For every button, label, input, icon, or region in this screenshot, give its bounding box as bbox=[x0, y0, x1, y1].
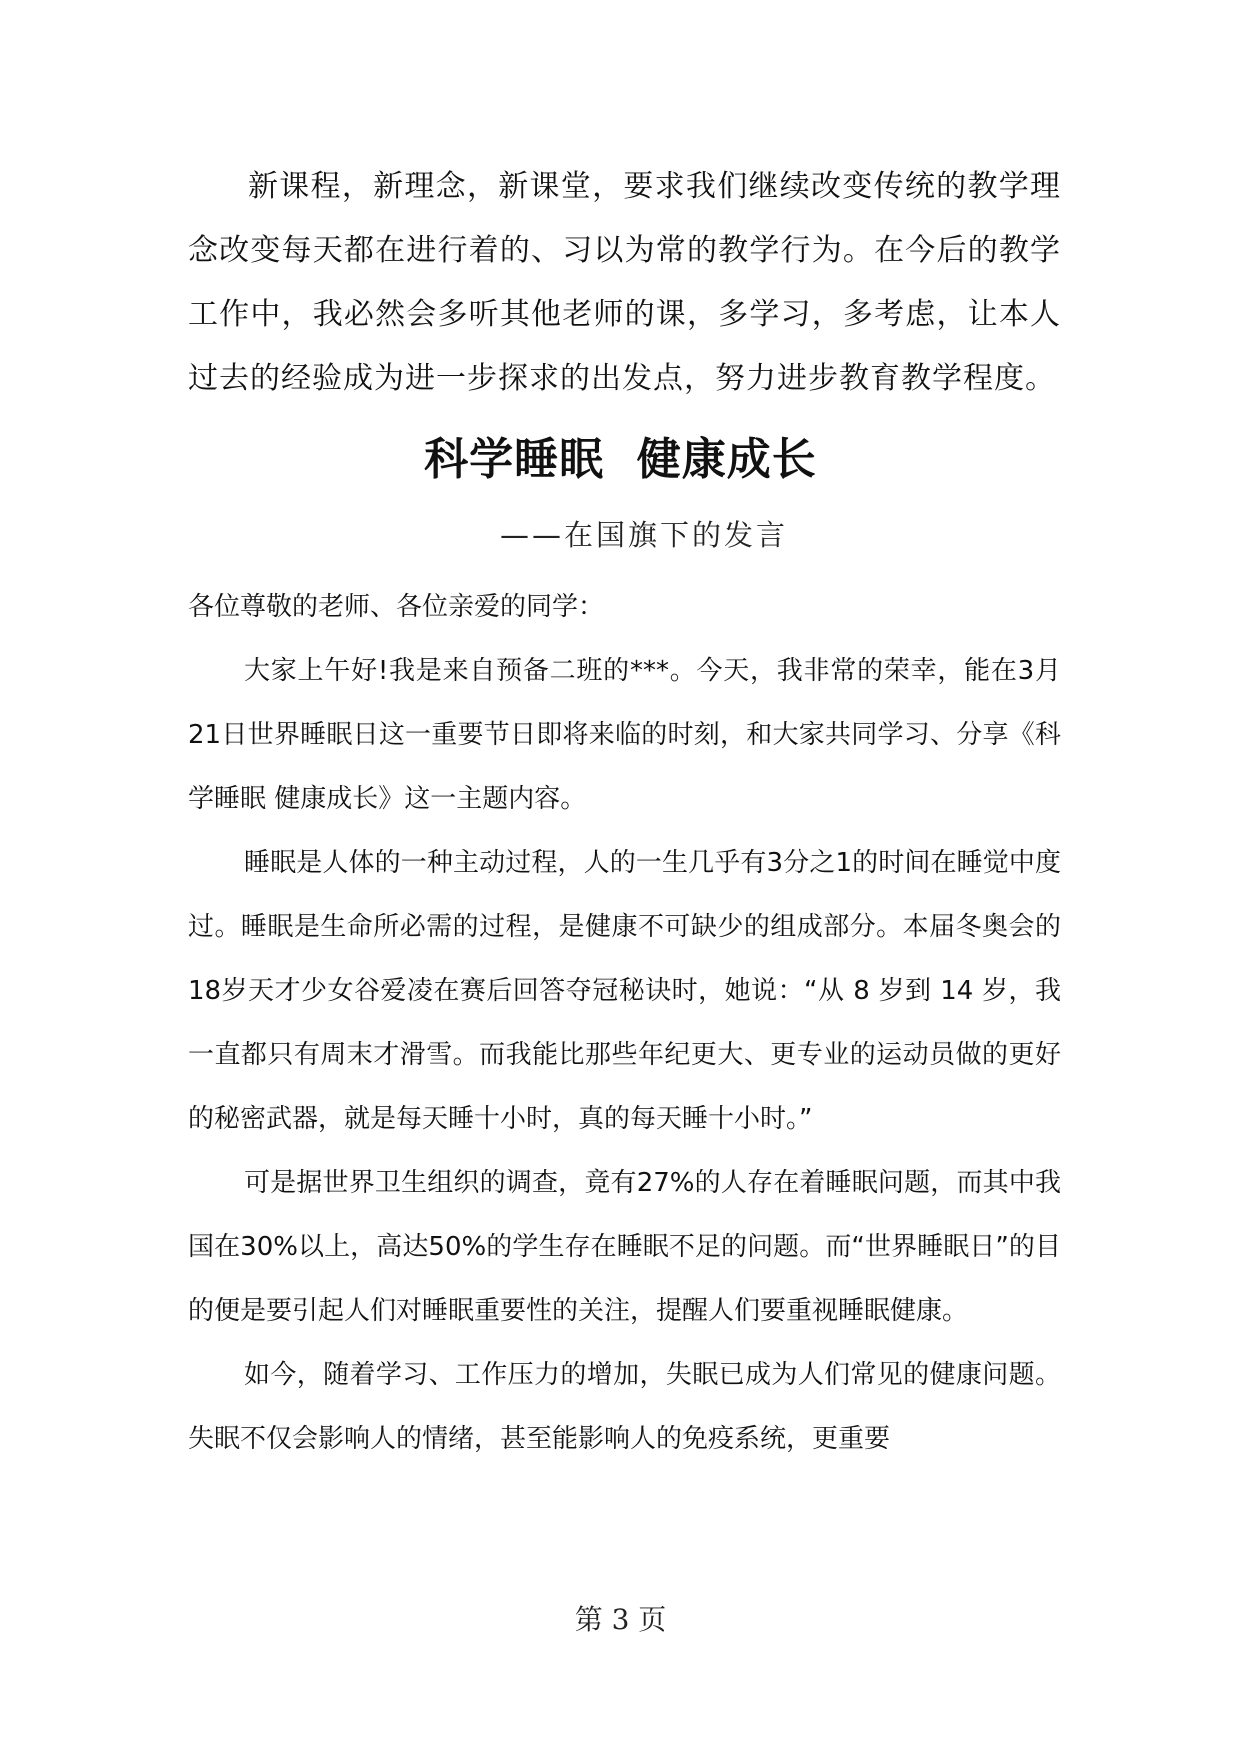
speech-paragraph-2: 睡眠是人体的一种主动过程，人的一生几乎有3分之1的时间在睡觉中度过。睡眠是生命所必需的过程，是健康不可缺少的组成部分。本届冬奥会的18岁天才少女谷爱凌在赛后回答夺冠秘诀时，她说：“从 8 岁到 14 岁，我一直都只有周末才滑雪。而我能比那些年纪更大、更专业的运动员做的更好的秘密武器，就是每天睡十小时，真的每天睡十小时。” bbox=[188, 848, 1061, 1134]
speech-paragraph-4: 如今，随着学习、工作压力的增加，失眠已成为人们常见的健康问题。失眠不仅会影响人的情绪，甚至能影响人的免疫系统，更重要 bbox=[188, 1360, 1061, 1454]
speech-body bbox=[188, 575, 1061, 1471]
article-title: 科学睡眠 健康成长 bbox=[424, 434, 817, 485]
salutation: 各位尊敬的老师、各位亲爱的同学： bbox=[188, 592, 605, 622]
speech-paragraph-1: 大家上午好!我是来自预备二班的***。今天，我非常的荣幸，能在3月21日世界睡眠日这一重要节日即将来临的时刻，和大家共同学习、分享《科学睡眠 健康成长》这一主题内容。 bbox=[188, 656, 1061, 814]
intro-paragraph: 新课程，新理念，新课堂，要求我们继续改变传统的教学理念改变每天都在进行着的、习以为常的教学行为。在今后的教学工作中，我必然会多听其他老师的课，多学习，多考虑，让本人过去的经验成为进一步探求的出发点，努力进步教育教学程度。 bbox=[188, 169, 1061, 396]
article-subtitle: ——在国旗下的发言 bbox=[500, 518, 789, 552]
speech-paragraph-3: 可是据世界卫生组织的调查，竟有27%的人存在着睡眠问题，而其中我国在30%以上，高达50%的学生存在睡眠不足的问题。而“世界睡眠日”的目的便是要引起人们对睡眠重要性的关注，提醒人们要重视睡眠健康。 bbox=[188, 1168, 1061, 1326]
page-number: 第 3 页 bbox=[574, 1603, 667, 1636]
intro-section bbox=[188, 155, 1061, 411]
